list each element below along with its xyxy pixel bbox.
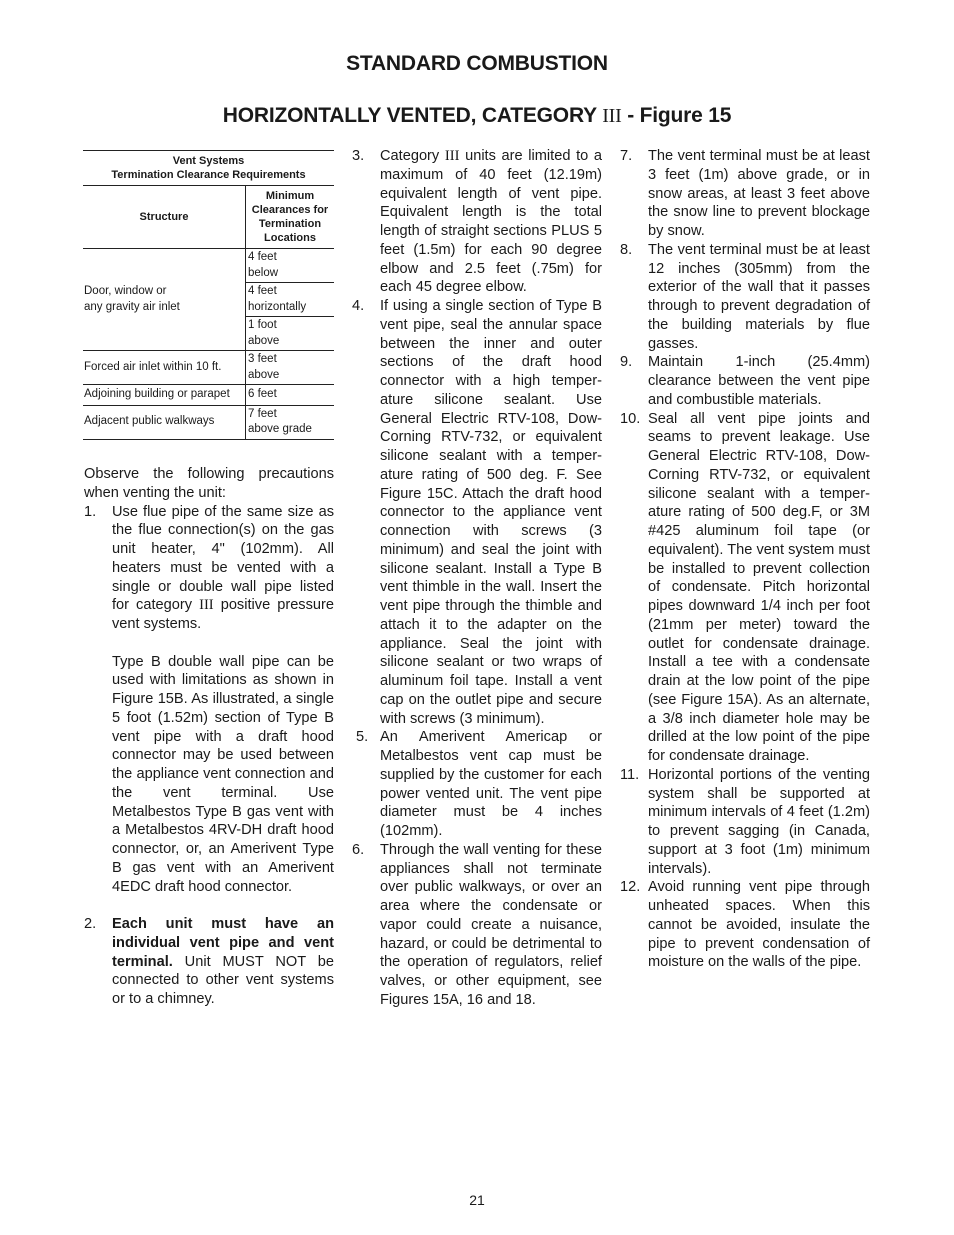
item-paragraph: Type B double wall pipe can be used with limitations as shown in Figure 15B. As illustrated, a single 5 foot (1.52m) section of Type B vent pipe with a draft hood connector may be used between the appliance vent connection and the vent terminal. Use Metalbestos Type B gas vent with a Metalbestos 4RV-DH draft hood connector, or, an Amerivent Type B gas vent with an Amerivent 4EDC draft hood connector.	[112, 653, 334, 895]
list-item: 2. Each unit must have an individual vent pipe and vent terminal. Unit MUST NOT be connected to other vent systems or to a chimney.	[84, 916, 334, 1007]
item-number: 2.	[84, 916, 97, 932]
column-header-structure: Structure	[83, 186, 246, 249]
table-row	[83, 385, 334, 406]
clearance-table	[83, 150, 334, 440]
structure-cell: Forced air inlet within 10 ft.	[83, 351, 246, 385]
list-item: 1. Use flue pipe of the same size as the flue connection(s) on the gas unit heater, 4" (102mm). All heaters must be vented with a single or double wall pipe listed for category III positive pressure vent systems. Type B double wall pipe can be used with limitations as shown in Figure 15B. As illustrated, a single 5 foot (1.52m) section of Type B vent pipe with a draft hood connector may be used between the appliance vent connection and the vent terminal. Use Metalbestos Type B gas vent with a Metalbestos 4RV-DH draft hood connector, or, an Amerivent Type B gas vent with an Amerivent 4EDC draft hood connector.	[84, 503, 334, 895]
structure-cell: Door, window or any gravity air inlet	[83, 249, 246, 351]
page-title: STANDARD COMBUSTION	[346, 52, 608, 75]
clearance-cell: 4 feet horizontally	[246, 283, 335, 317]
table-row	[83, 249, 334, 283]
column-header-clearance: Minimum Clearances for Termination Locations	[246, 186, 335, 249]
list-item: 11. Horizontal portions of the venting system shall be supported at minimum intervals of 4 feet (1.2m) to prevent sagging (in Canada, support at 3 foot (1m) minimum intervals).	[620, 766, 870, 877]
table-row	[83, 351, 334, 385]
clearance-cell: 7 feet above grade	[246, 405, 335, 439]
clearance-cell: 3 feet above	[246, 351, 335, 385]
intro-paragraph: Observe the following precautions when venting the unit:	[84, 466, 334, 501]
list-item: 12. Avoid running vent pipe through unheated spaces. When this cannot be avoided, insulate the pipe to prevent condensation of moisture on the walls of the pipe.	[620, 879, 870, 971]
section-title-text: HORIZONTALLY VENTED, CATEGORY	[222, 104, 603, 127]
clearance-cell: 6 feet	[246, 385, 335, 406]
section-title	[0, 104, 954, 128]
list-item: 8. The vent terminal must be at least 12 inches (305mm) from the exterior of the wall that it passes through to prevent degradation of the building materials by flue gasses.	[620, 241, 870, 352]
structure-cell: Adjoining building or parapet	[83, 385, 246, 406]
list-item: 6. Through the wall venting for these appliances shall not terminate over public walkways, or over an area where the condensate or vapor could create a nuisance, hazard, or could be detrimental to the operation of regulators, relief valves, or other equipment, see Figures 15A, 16 and 18.	[352, 841, 602, 1008]
text-column-2	[352, 147, 602, 1010]
list-item: 5. An Amerivent Americap or Metalbestos vent cap must be supplied by the customer for each power vented unit. The vent pipe diameter must be 4 inches (102mm).	[356, 729, 602, 839]
table-row	[83, 405, 334, 439]
page-number: 21	[469, 1192, 485, 1208]
text-column-3	[620, 147, 870, 972]
clearance-cell: 4 feet below	[246, 249, 335, 283]
category-numeral: III	[602, 105, 622, 127]
emphasis-text: Each unit must have an individual vent pipe and vent terminal.	[112, 916, 334, 970]
item-number: 1.	[84, 503, 97, 520]
list-item: 10. Seal all vent pipe joints and seams to prevent leakage. Use General Electric RTV-108, Dow-Corning RTV-732, or equivalent silicone sealant with a temper-ature rating of 500 deg.F, or 3M #425 aluminum foil tape (or equivalent). The vent system must be installed to prevent collection of condensate. Pitch horizontal pipes downward 1/4 inch per foot (21mm per meter) toward the outlet for condensate drainage. Install a tee with a condensate drain at the low point of the pipe (see Figure 15A). As an alternate, a 3/8 inch diameter hole may be drilled at the low point of the pipe for condensate drainage.	[620, 410, 870, 764]
table-caption: Vent Systems Termination Clearance Requirements	[83, 151, 334, 186]
section-title-figure: - Figure 15	[621, 104, 732, 127]
list-item: 4. If using a single section of Type B vent pipe, seal the annular space between the inner and outer sections of the draft hood connector with a high temper-ature silicone sealant. Use General Electric RTV-108, Dow-Corning RTV-732, or equivalent silicone sealant with a temper-ature rating of 500 deg. F. See Figure 15C. Attach the draft hood connector to the appliance vent connection with screws (3 minimum) and seal the joint with silicone sealant. Install a Type B vent thimble in the wall. Insert the vent pipe through the thimble and attach it to the adapter on the appliance. Seal the joint with silicone sealant or two wraps of aluminum foil tape. Install a vent cap on the outlet pipe and secure with screws (3 minimum).	[352, 298, 602, 727]
list-item: 7. The vent terminal must be at least 3 feet (1m) above grade, or in snow areas, at least 3 feet above the snow line to prevent blockage by snow.	[620, 148, 870, 239]
clearance-cell: 1 foot above	[246, 317, 335, 351]
list-item: 9. Maintain 1-inch (25.4mm) clearance between the vent pipe and combustible materials.	[620, 354, 870, 408]
list-item: 3. Category III units are limited to a maximum of 40 feet (12.19m) equivalent length of vent pipe. Equivalent length is the total length of straight sections PLUS 5 feet (1.5m) for each 90 degree elbow and 2.5 feet (.75m) for each 45 degree elbow.	[352, 148, 602, 296]
structure-cell: Adjacent public walkways	[83, 405, 246, 439]
text-column-1	[84, 465, 334, 1009]
